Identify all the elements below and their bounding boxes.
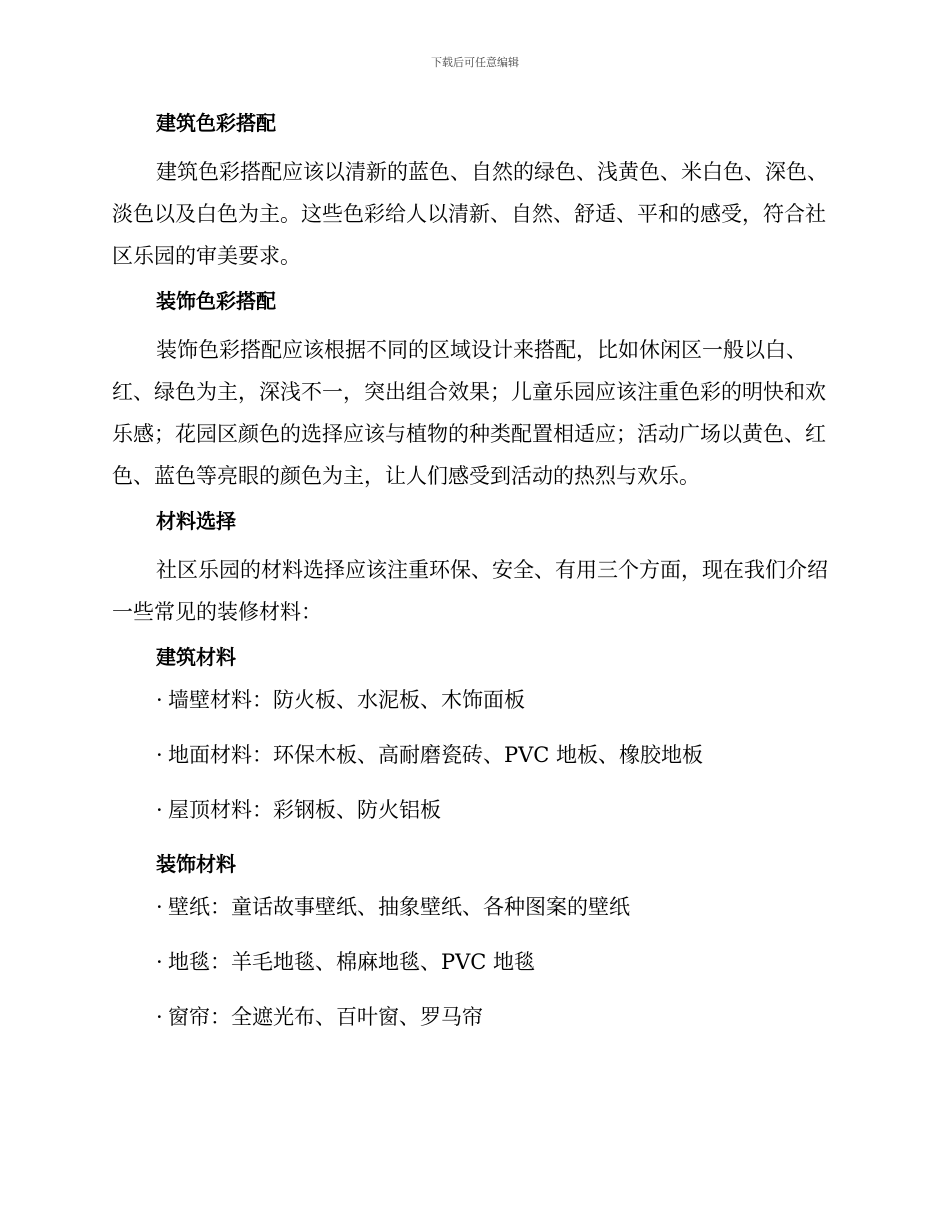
section-heading-decor-materials: 装饰材料	[156, 852, 236, 876]
section-heading-decor-colors: 装饰色彩搭配	[156, 289, 276, 313]
list-item-text: 墙壁材料：防火板、水泥板、木饰面板	[168, 688, 525, 712]
list-item-text: 窗帘：全遮光布、百叶窗、罗马帘	[168, 1005, 483, 1029]
bullet-icon: ·	[156, 688, 163, 712]
paragraph-decor-colors: 装饰色彩搭配应该根据不同的区域设计来搭配，比如休闲区一般以白、红、绿色为主，深浅不一，突出组合效果；儿童乐园应该注重色彩的明快和欢乐感；花园区颜色的选择应该与植物的种类配置相适应；活动广场以黄色、红色、蓝色等亮眼的颜色为主，让人们感受到活动的热烈与欢乐。	[112, 338, 826, 488]
list-item	[112, 947, 832, 977]
list-item	[112, 740, 832, 770]
list-item-text: 地面材料：环保木板、高耐磨瓷砖、PVC 地板、橡胶地板	[168, 743, 704, 767]
bullet-icon: ·	[156, 895, 163, 919]
document-body	[112, 109, 832, 1057]
paragraph-materials: 社区乐园的材料选择应该注重环保、安全、有用三个方面，现在我们介绍一些常见的装修材料：	[112, 558, 828, 624]
bullet-icon: ·	[156, 1005, 163, 1029]
list-item	[112, 795, 832, 825]
list-item	[112, 685, 832, 715]
page-header-note: 下载后可任意编辑	[431, 56, 519, 69]
section-heading-building-materials: 建筑材料	[156, 645, 236, 669]
section-heading-building-colors: 建筑色彩搭配	[156, 111, 276, 135]
list-item	[112, 892, 832, 922]
bullet-icon: ·	[156, 798, 163, 822]
section-heading-materials: 材料选择	[156, 509, 236, 533]
list-item-text: 屋顶材料：彩钢板、防火铝板	[168, 798, 441, 822]
list-item	[112, 1002, 832, 1032]
bullet-icon: ·	[156, 950, 163, 974]
bullet-icon: ·	[156, 743, 163, 767]
paragraph-building-colors: 建筑色彩搭配应该以清新的蓝色、自然的绿色、浅黄色、米白色、深色、淡色以及白色为主。这些色彩给人以清新、自然、舒适、平和的感受，符合社区乐园的审美要求。	[112, 160, 828, 268]
list-item-text: 地毯：羊毛地毯、棉麻地毯、PVC 地毯	[168, 950, 536, 974]
list-item-text: 壁纸：童话故事壁纸、抽象壁纸、各种图案的壁纸	[168, 895, 630, 919]
